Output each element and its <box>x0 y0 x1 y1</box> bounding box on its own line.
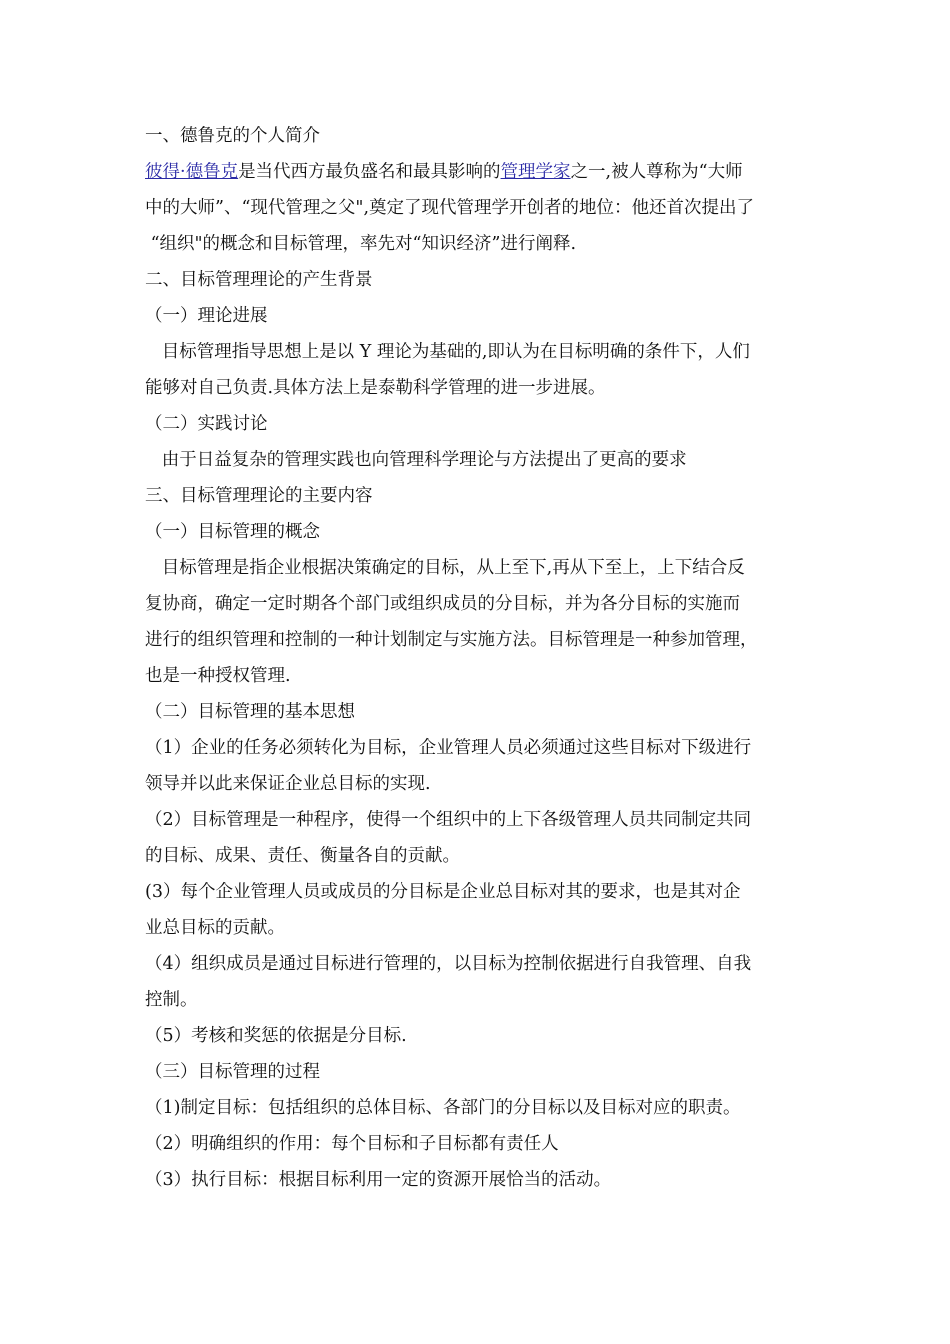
subsection-heading: （二）目标管理的基本思想 <box>145 702 355 722</box>
paragraph-line: 中的大师”、“现代管理之父",奠定了现代管理学开创者的地位：他还首次提出了 <box>145 198 755 218</box>
paragraph-text: 是当代西方最负盛名和最具影响的 <box>238 162 501 182</box>
paragraph-text: 之一,被人尊称为“大师 <box>570 162 743 182</box>
paragraph-line: 由于日益复杂的管理实践也向管理科学理论与方法提出了更高的要求 <box>145 450 687 470</box>
paragraph-line: 目标管理是指企业根据决策确定的目标，从上至下,再从下至上，上下结合反 <box>145 558 745 578</box>
list-item: （2）目标管理是一种程序，使得一个组织中的上下各级管理人员共同制定共同 <box>145 810 752 830</box>
list-item: (3）每个企业管理人员或成员的分目标是企业总目标对其的要求，也是其对企 <box>145 882 741 902</box>
list-item-continuation: 领导并以此来保证企业总目标的实现. <box>145 774 431 794</box>
paragraph-line: 能够对自己负责.具体方法上是泰勒科学管理的进一步进展。 <box>145 378 606 398</box>
section-heading-1: 一、德鲁克的个人简介 <box>145 126 320 146</box>
list-item: （4）组织成员是通过目标进行管理的，以目标为控制依据进行自我管理、自我 <box>145 954 752 974</box>
subsection-heading: （一）目标管理的概念 <box>145 522 320 542</box>
section-heading-2: 二、目标管理理论的产生背景 <box>145 270 373 290</box>
list-item: （1）企业的任务必须转化为目标，企业管理人员必须通过这些目标对下级进行 <box>145 738 752 758</box>
paragraph-line: 进行的组织管理和控制的一种计划制定与实施方法。目标管理是一种参加管理， <box>145 630 758 650</box>
document-body <box>145 118 825 1198</box>
subsection-heading: （二）实践讨论 <box>145 414 268 434</box>
section-heading-3: 三、目标管理理论的主要内容 <box>145 486 373 506</box>
drucker-link[interactable]: 彼得·德鲁克 <box>145 162 239 182</box>
list-item: （1)制定目标：包括组织的总体目标、各部门的分目标以及目标对应的职责。 <box>145 1098 741 1118</box>
paragraph-line <box>145 154 825 190</box>
list-item-continuation: 控制。 <box>145 990 198 1010</box>
list-item: （2）明确组织的作用：每个目标和子目标都有责任人 <box>145 1134 559 1154</box>
management-scientist-link[interactable]: 管理学家 <box>500 162 571 182</box>
list-item-continuation: 的目标、成果、责任、衡量各自的贡献。 <box>145 846 460 866</box>
list-item-continuation: 业总目标的贡献。 <box>145 918 285 938</box>
subsection-heading: （三）目标管理的过程 <box>145 1062 320 1082</box>
subsection-heading: （一）理论进展 <box>145 306 268 326</box>
list-item: （3）执行目标：根据目标利用一定的资源开展恰当的活动。 <box>145 1170 612 1190</box>
paragraph-line: 也是一种授权管理. <box>145 666 291 686</box>
paragraph-line: 目标管理指导思想上是以 Y 理论为基础的,即认为在目标明确的条件下，人们 <box>145 342 750 362</box>
list-item: （5）考核和奖惩的依据是分目标. <box>145 1026 407 1046</box>
paragraph-line: 复协商，确定一定时期各个部门或组织成员的分目标，并为各分目标的实施而 <box>145 594 740 614</box>
paragraph-line: “组织"的概念和目标管理，率先对“知识经济”进行阐释. <box>145 234 577 254</box>
